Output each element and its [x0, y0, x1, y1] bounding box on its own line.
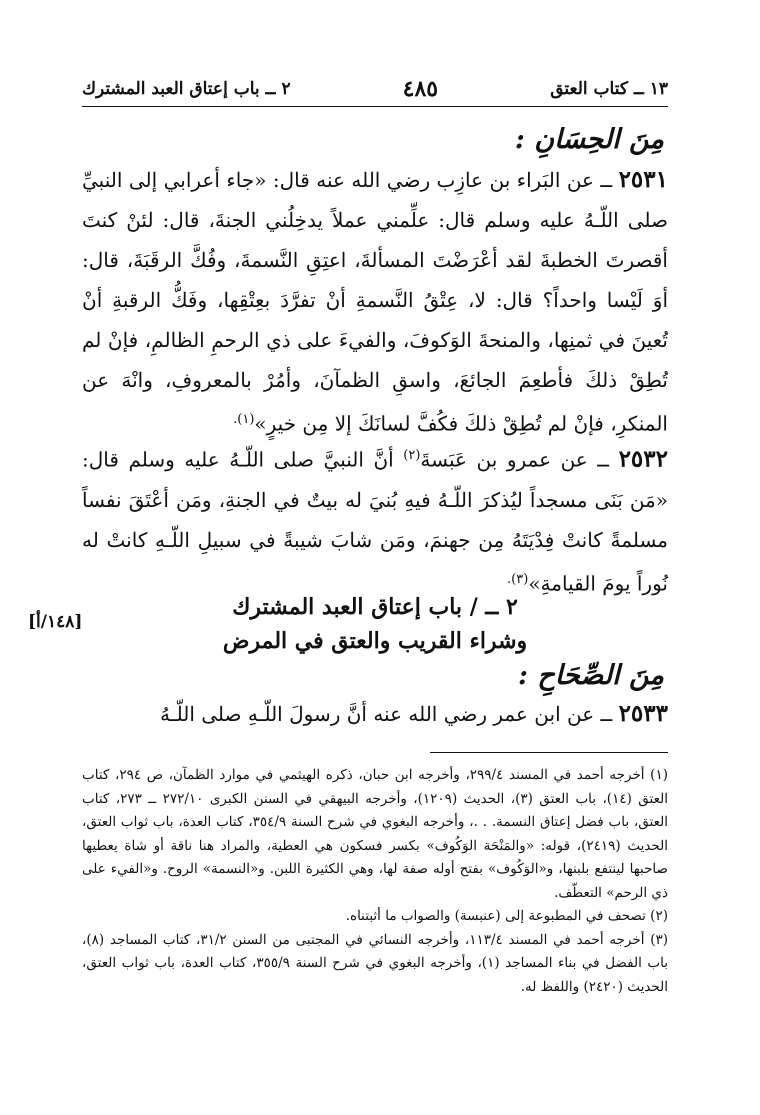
header-chapter-title: ١٣ ــ كتاب العتق [550, 79, 668, 99]
footnote-ref: (١). [233, 412, 255, 427]
footnote-item: (٣) أخرجه أحمد في المسند ١١٣/٤، وأخرجه النسائي في المجتبى من السنن ٣١/٢، كتاب المساجد (٨)، باب الفضل في بناء المساجد (١)، وأخرجه البغوي في شرح السنة ٣٥٥/٩، كتاب العدة، باب ثواب العتق، الحديث (٢٤٢٠) واللفظ له. [82, 931, 669, 995]
hadith-2533 [82, 694, 668, 734]
header-section-title: ٢ ــ باب إعتاق العبد المشترك [82, 79, 291, 99]
hadith-2532 [82, 436, 668, 603]
footnotes [82, 764, 668, 999]
hadith-number: ٢٥٣١ [618, 166, 668, 193]
hadith-2531 [82, 160, 668, 444]
footnote-divider [430, 752, 668, 753]
footnote-ref: (٢) [403, 448, 421, 463]
running-header [82, 74, 668, 104]
hadith-text: ــ عن عمرو بن عَبَسةَ [420, 447, 610, 472]
hadith-number: ٢٥٣٣ [618, 700, 668, 727]
page-number: ٤٨٥ [402, 76, 439, 102]
chapter-title-line: وشراء القريب والعتق في المرض [222, 628, 528, 654]
chapter-title [82, 590, 668, 658]
hadith-text: ــ عن ابن عمر رضي الله عنه أنَّ رسولَ اللّـهِ صلى اللّـهُ [160, 702, 613, 726]
hadith-text: ــ عن البَراء بن عازِب رضي الله عنه قال: «جاء أعرابي إلى النبيِّ صلى اللّـهُ عليه وسلم قال: علِّمني عملاً يدخِلُني الجنةَ، قال: لئنْ كنتَ أقصرتَ الخطبةَ لقد أعْرَضْتَ المسألةَ، اعتِقِ النَّسمةَ، وفُكَّ الرقَبَةَ، قال: أوَ لَيْسا واحداً؟ قال: لا، عِتْقُ النَّسمةِ أنْ تفرَّدَ بعِتْقِها، وفَكُّ الرقبةِ أنْ تُعينَ في ثمنِها، والمنحةَ الوَكوفَ، والفيءَ على ذي الرحمِ الظالمِ، فإنْ لم تُطِقْ ذلكَ فأطعِمَ الجائعَ، واسقِ الظمآنَ، وأمُرْ بالمعروفِ، وانْهَ عن المنكرِ، فإنْ لم تُطِقْ ذلكَ فكُفَّ لسانَكَ إلا مِن خيرٍ» [82, 168, 668, 436]
footnote-item: (٢) تصحف في المطبوعة إلى (عنبسة) والصواب ما أثبتناه. [345, 908, 668, 924]
chapter-title-line: ٢ ــ / باب إعتاق العبد المشترك [232, 594, 518, 620]
header-divider [82, 106, 668, 107]
footnote-item: (١) أخرجه أحمد في المسند ٢٩٩/٤، وأخرجه ابن حبان، ذكره الهيثمي في موارد الظمآن، ص ٢٩٤، كتاب العتق (١٤)، باب العتق (٣)، الحديث (١٢٠٩)، وأخرجه البيهقي في السنن الكبرى ٢٧٢/١٠ ــ ٢٧٣، كتاب العتق، باب فضل إعتاق النسمة. . .، وأخرجه البغوي في شرح السنة ٣٥٤/٩، كتاب العدة، باب ثواب العتق، الحديث (٢٤١٩)، قوله: «والمَنْحَة الوَكُوف» بكسر فسكون هي العطية، والمراد هنا ناقة أو شاة يعطيها صاحبها لينتفع بلبنها، و«الوَكُوف» بفتح أوله صفة لها، وهي الكثيرة اللبن. و«النسمة» الروح. و«الفيء على ذي الرحم» التعطّف. [82, 767, 668, 901]
manuscript-folio-marker: [١٤٨/أ] [28, 612, 83, 632]
hadith-text: أنَّ النبيَّ صلى اللّـهُ عليه وسلم قال: «مَن بَنَى مسجداً ليُذكرَ اللّـهُ فيهِ بُنيَ له بيتٌ في الجنةِ، ومَن أعْتَقَ نفساً مسلمةً كانتْ فِدْيَتَهُ مِن جهنمَ، ومَن شابَ شيبةً في سبيلِ اللّـهِ كانتْ له نُوراً يومَ القيامةِ» [82, 447, 668, 596]
hadith-number: ٢٥٣٢ [618, 445, 668, 473]
section-heading-hisan: مِنَ الحِسَانِ : [514, 124, 664, 155]
section-heading-sihah: مِنَ الصِّحَاحِ : [517, 660, 664, 691]
footnote-ref: (٣). [507, 571, 529, 587]
